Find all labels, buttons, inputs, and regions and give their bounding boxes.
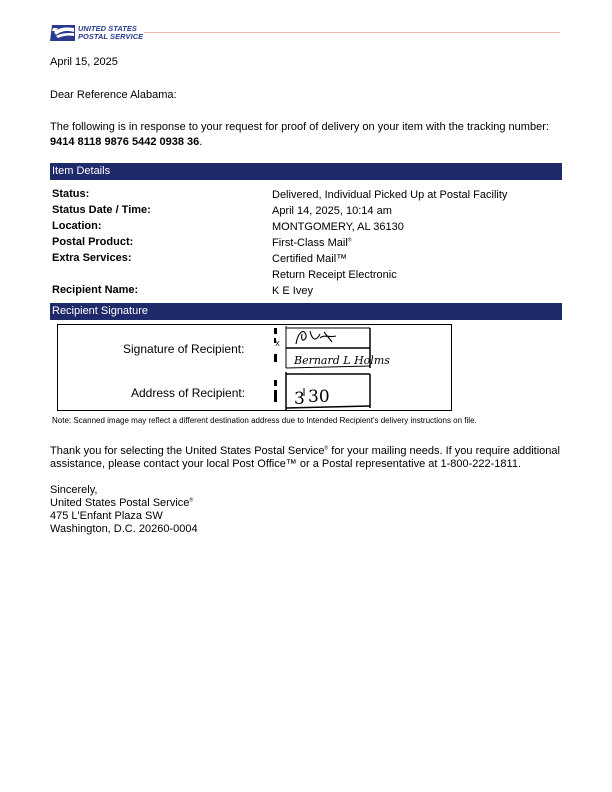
thanks-line-2: assistance, please contact your local Post Office™ or a Postal representative at 1-800-222-1811. [50,458,522,470]
thanks-registered-mark: ® [324,445,329,452]
recipient-name-value: K E Ivey [272,285,313,297]
org-name [50,497,193,510]
org-name-text: United States Postal Service [50,497,190,509]
svg-text:30: 30 [308,387,330,407]
letter-date: April 15, 2025 [50,56,118,68]
address-label: Address of Recipient: [131,386,246,400]
logo-line-2: POSTAL SERVICE [78,32,144,41]
tracking-period: . [199,136,203,148]
tracking-number: 9414 8118 9876 5442 0938 36 [50,136,200,148]
recipient-signature-header: Recipient Signature [50,303,562,320]
item-details-header: Item Details [50,163,562,180]
usps-logo [50,24,143,42]
postal-product-label: Postal Product: [52,236,134,248]
address-line-2: Washington, D.C. 20260-0004 [50,523,198,535]
extra-services-label: Extra Services: [52,252,132,264]
scan-note: Note: Scanned image may reflect a different destination address due to Intended Recipient's delivery instructions on file. [52,416,477,425]
org-registered-mark: ® [189,497,194,504]
recipient-name-label: Recipient Name: [52,284,139,296]
signature-label: Signature of Recipient: [123,342,245,356]
status-date-label: Status Date / Time: [52,204,151,216]
extra-services-value-2: Return Receipt Electronic [272,269,397,281]
extra-services-value: Certified Mail™ [272,253,348,265]
intro-text: The following is in response to your request for proof of delivery on your item with the tracking number: [50,121,549,133]
scanned-signature-image [270,326,390,410]
signature-box [57,324,452,411]
tracking-line [50,136,202,149]
sincerely: Sincerely, [50,484,98,496]
postal-product-text: First-Class Mail [272,237,348,249]
svg-text:X: X [275,340,280,348]
registered-mark: ® [347,237,352,244]
salutation: Dear Reference Alabama: [50,89,177,101]
usps-logo-text [78,25,143,40]
postal-product-value [272,237,351,250]
location-label: Location: [52,220,102,232]
thanks-text-a: Thank you for selecting the United States Postal Service [50,445,325,457]
thanks-line-1 [50,445,560,458]
thanks-text-b: for your mailing needs. If you require additional [328,445,560,457]
address-line-1: 475 L'Enfant Plaza SW [50,510,163,522]
usps-eagle-logo-icon [50,24,76,42]
svg-text:3: 3 [294,389,305,409]
status-date-value: April 14, 2025, 10:14 am [272,205,392,217]
status-label: Status: [52,188,90,200]
svg-text:Bernard L Holms: Bernard L Holms [294,354,390,367]
header-rule [144,32,560,33]
status-value: Delivered, Individual Picked Up at Postal Facility [272,189,508,201]
location-value: MONTGOMERY, AL 36130 [272,221,404,233]
logo-line-1: UNITED STATES [78,24,137,34]
